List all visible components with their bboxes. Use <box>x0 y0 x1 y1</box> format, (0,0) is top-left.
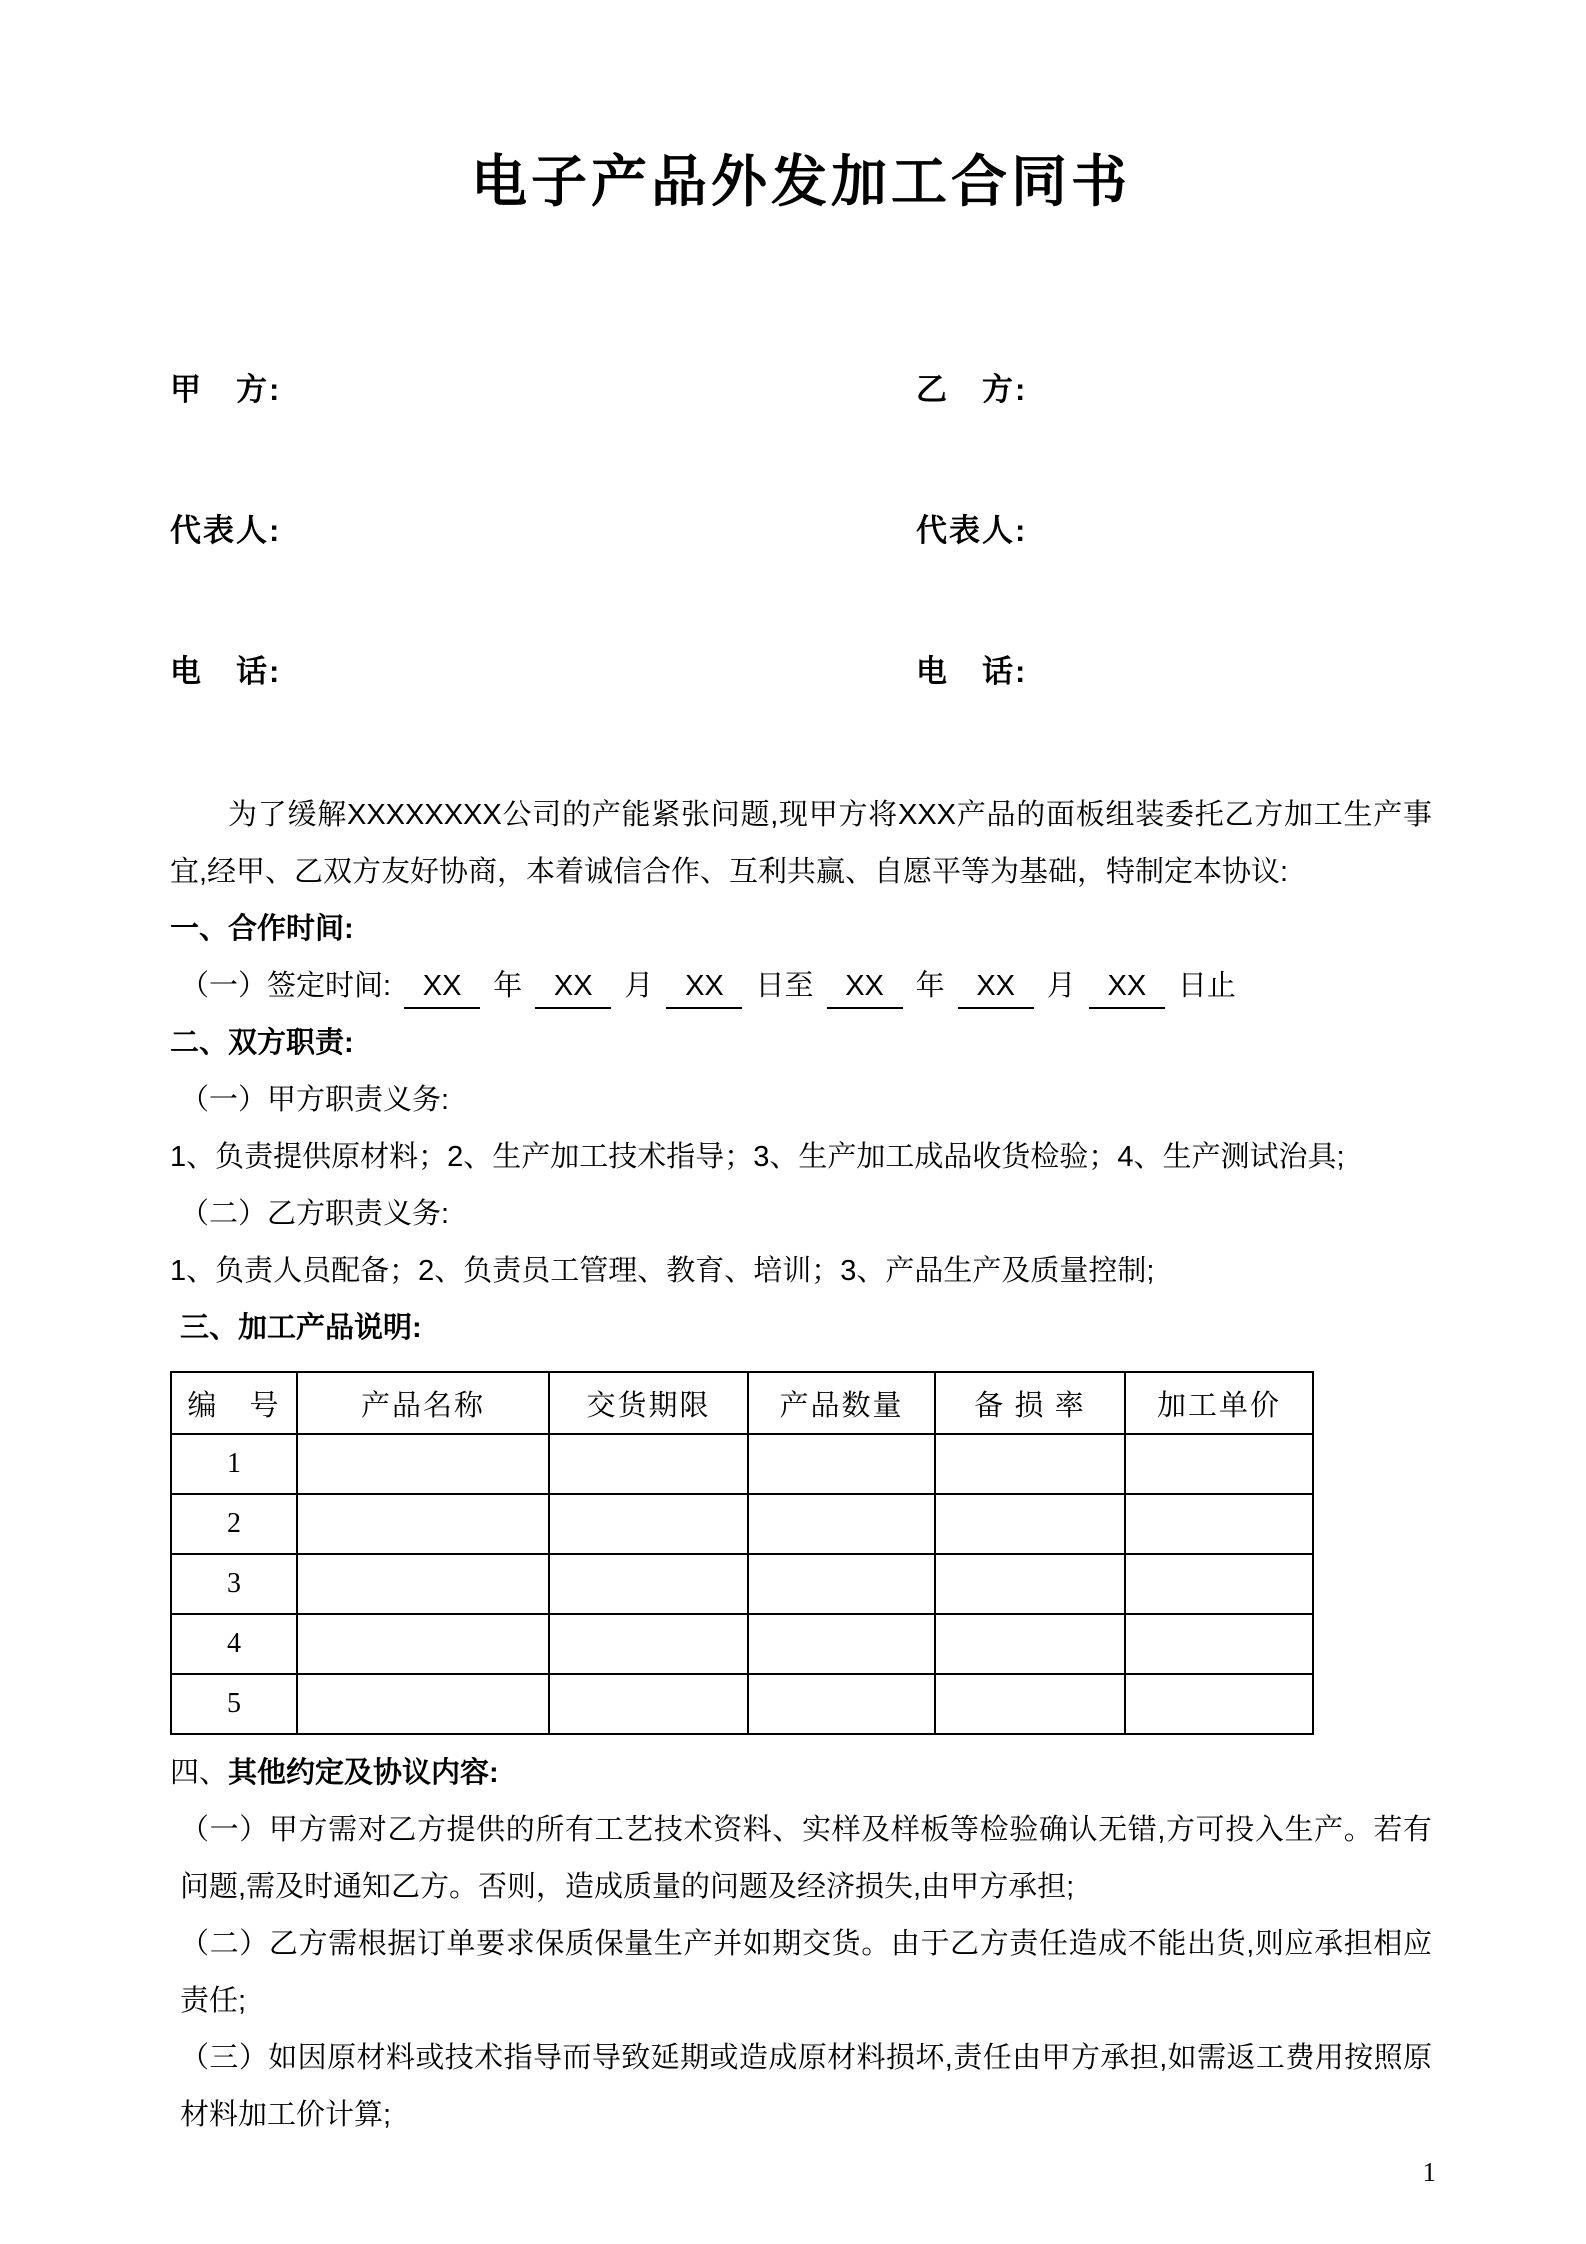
party-a-phone-label: 电 话: <box>170 654 282 690</box>
section4-item-3: （三）如因原材料或技术指导而导致延期或造成原材料损坏,责任由甲方承担,如需返工费用按照原材料加工价计算; <box>180 2042 1432 2132</box>
section3-heading: 三、加工产品说明: <box>180 1312 422 1345</box>
start-year-unit: 年 <box>493 970 523 1003</box>
table-row <box>171 1554 1313 1614</box>
start-day-blank: XX <box>666 965 742 1009</box>
table-row <box>171 1614 1313 1674</box>
party-b-label: 乙 方: <box>916 372 1028 408</box>
product-cell-empty <box>1125 1434 1313 1494</box>
party-a-representative-label: 代表人: <box>170 513 282 549</box>
signing-time-prefix: （一）签定时间: <box>180 970 392 1003</box>
page-number: 1 <box>1422 2157 1436 2187</box>
product-cell-empty <box>1125 1554 1313 1614</box>
start-year-blank: XX <box>404 965 480 1009</box>
product-cell-empty <box>1125 1494 1313 1554</box>
intro-paragraph: 为了缓解XXXXXXXX公司的产能紧张问题,现甲方将XXX产品的面板组装委托乙方加工生产事宜,经甲、乙双方友好协商，本着诚信合作、互利共赢、自愿平等为基础，特制定本协议: <box>170 799 1432 889</box>
section2-sub1-items: 1、负责提供原材料；2、生产加工技术指导；3、生产加工成品收货检验；4、生产测试治具; <box>170 1141 1345 1174</box>
product-cell-empty <box>748 1434 935 1494</box>
end-day-unit: 日止 <box>1177 970 1236 1003</box>
row-number-cell: 4 <box>171 1614 297 1674</box>
section4-heading-text: 其他约定及协议内容: <box>228 1757 499 1790</box>
section4-heading <box>170 1745 1432 1802</box>
row-number-cell: 3 <box>171 1554 297 1614</box>
section2-sub1-heading: （一）甲方职责义务: <box>180 1084 450 1117</box>
product-cell-empty <box>549 1674 748 1734</box>
start-month-blank: XX <box>535 965 611 1009</box>
product-cell-empty <box>297 1554 549 1614</box>
party-a-label: 甲 方: <box>170 372 282 408</box>
party-info-block <box>170 364 1432 691</box>
end-day-blank: XX <box>1089 965 1165 1009</box>
section1-heading: 一、合作时间: <box>170 913 354 946</box>
row-number-cell: 2 <box>171 1494 297 1554</box>
product-cell-empty <box>1125 1614 1313 1674</box>
phone-row <box>170 646 1432 691</box>
party-b-phone-label: 电 话: <box>916 654 1028 690</box>
table-header-delivery-deadline: 交货期限 <box>549 1372 748 1434</box>
product-cell-empty <box>935 1674 1125 1734</box>
section2-heading: 二、双方职责: <box>170 1027 354 1060</box>
signing-time-line <box>170 958 1432 1015</box>
table-header-row <box>171 1372 1313 1434</box>
document-title: 电子产品外发加工合同书 <box>471 150 1131 213</box>
table-header-quantity: 产品数量 <box>748 1372 935 1434</box>
product-cell-empty <box>1125 1674 1313 1734</box>
row-number-cell: 1 <box>171 1434 297 1494</box>
section4-item-1: （一）甲方需对乙方提供的所有工艺技术资料、实样及样板等检验确认无错,方可投入生产。若有问题,需及时通知乙方。否则，造成质量的问题及经济损失,由甲方承担; <box>180 1814 1432 1904</box>
product-cell-empty <box>748 1674 935 1734</box>
party-b-representative-label: 代表人: <box>916 513 1028 549</box>
end-month-blank: XX <box>958 965 1034 1009</box>
table-row <box>171 1674 1313 1734</box>
representative-row <box>170 505 1432 550</box>
section2-sub2-heading: （二）乙方职责义务: <box>180 1198 450 1231</box>
product-cell-empty <box>935 1554 1125 1614</box>
product-cell-empty <box>297 1434 549 1494</box>
end-month-unit: 月 <box>1046 970 1076 1003</box>
start-day-unit: 日至 <box>755 970 814 1003</box>
table-header-number: 编 号 <box>171 1372 297 1434</box>
products-table <box>170 1371 1314 1735</box>
end-year-unit: 年 <box>915 970 945 1003</box>
product-cell-empty <box>297 1494 549 1554</box>
product-cell-empty <box>297 1674 549 1734</box>
product-cell-empty <box>748 1614 935 1674</box>
table-header-product-name: 产品名称 <box>297 1372 549 1434</box>
table-header-loss-rate: 备 损 率 <box>935 1372 1125 1434</box>
product-cell-empty <box>549 1494 748 1554</box>
product-cell-empty <box>549 1434 748 1494</box>
table-row <box>171 1494 1313 1554</box>
product-cell-empty <box>549 1614 748 1674</box>
section4-item-2: （二）乙方需根据订单要求保质保量生产并如期交货。由于乙方责任造成不能出货,则应承担相应责任; <box>180 1928 1432 2018</box>
product-cell-empty <box>748 1494 935 1554</box>
product-cell-empty <box>935 1434 1125 1494</box>
product-cell-empty <box>935 1494 1125 1554</box>
table-row <box>171 1434 1313 1494</box>
end-year-blank: XX <box>827 965 903 1009</box>
section4-number: 四、 <box>170 1757 229 1790</box>
table-header-unit-price: 加工单价 <box>1125 1372 1313 1434</box>
product-cell-empty <box>748 1554 935 1614</box>
start-month-unit: 月 <box>624 970 654 1003</box>
party-name-row <box>170 364 1432 409</box>
product-cell-empty <box>935 1614 1125 1674</box>
product-cell-empty <box>297 1614 549 1674</box>
section2-sub2-items: 1、负责人员配备；2、负责员工管理、教育、培训；3、产品生产及质量控制; <box>170 1255 1155 1288</box>
row-number-cell: 5 <box>171 1674 297 1734</box>
product-cell-empty <box>549 1554 748 1614</box>
